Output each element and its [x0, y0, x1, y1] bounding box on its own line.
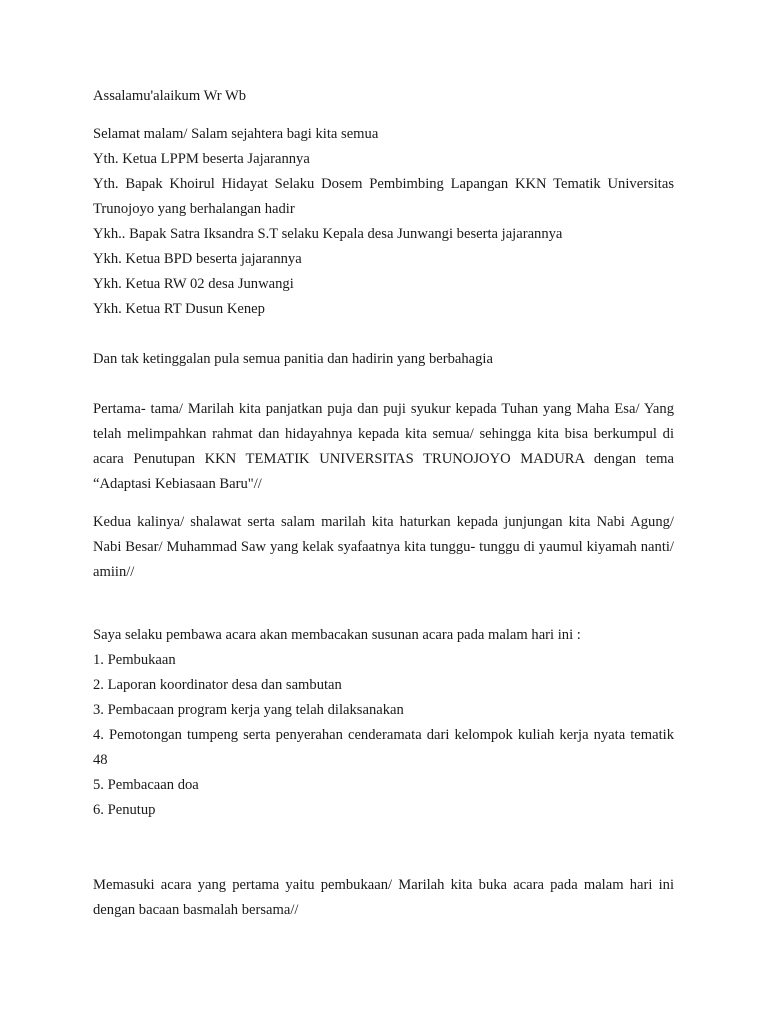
agenda-list [93, 648, 674, 823]
spacer [93, 823, 674, 873]
salutation-line: Ykh. Ketua RW 02 desa Junwangi [93, 276, 294, 292]
document-page [93, 84, 674, 923]
agenda-item: 1. Pembukaan [93, 652, 176, 668]
agenda-item: 6. Penutup [93, 802, 156, 818]
salutation-list [93, 122, 674, 322]
second-paragraph: Kedua kalinya/ shalawat serta salam marilah kita haturkan kepada junjungan kita Nabi Agung/ Nabi Besar/ Muhammad Saw yang kelak syafaatnya kita tunggu- tunggu di yaumul kiyamah nanti/ amiin// [93, 514, 674, 580]
salutation-line: Yth. Bapak Khoirul Hidayat Selaku Dosem Pembimbing Lapangan KKN Tematik Universitas Trunojoyo yang berhalangan hadir [93, 176, 674, 217]
first-paragraph: Pertama- tama/ Marilah kita panjatkan puja dan puji syukur kepada Tuhan yang Maha Esa/ Yang telah melimpahkan rahmat dan hidayahnya kepada kita semua/ sehingga kita bisa berkumpul di acara Penutupan KKN TEMATIK UNIVERSITAS TRUNOJOYO MADURA dengan tema “Adaptasi Kebiasaan Baru"// [93, 401, 674, 492]
salutation-line: Selamat malam/ Salam sejahtera bagi kita semua [93, 126, 379, 142]
agenda-item: 3. Pembacaan program kerja yang telah dilaksanakan [93, 702, 404, 718]
salutation-line: Ykh. Ketua BPD beserta jajarannya [93, 251, 302, 267]
guests-paragraph: Dan tak ketinggalan pula semua panitia dan hadirin yang berbahagia [93, 351, 493, 367]
spacer [93, 322, 674, 347]
salutation-line: Ykh.. Bapak Satra Iksandra S.T selaku Kepala desa Junwangi beserta jajarannya [93, 226, 563, 242]
spacer [93, 372, 674, 397]
salutation-line: Yth. Ketua LPPM beserta Jajarannya [93, 151, 310, 167]
agenda-intro: Saya selaku pembawa acara akan membacakan susunan acara pada malam hari ini : [93, 627, 581, 643]
opening-paragraph: Memasuki acara yang pertama yaitu pembukaan/ Marilah kita buka acara pada malam hari ini dengan bacaan basmalah bersama// [93, 877, 674, 918]
greeting-line: Assalamu'alaikum Wr Wb [93, 88, 247, 104]
spacer [93, 109, 674, 122]
salutation-line: Ykh. Ketua RT Dusun Kenep [93, 301, 265, 317]
spacer [93, 585, 674, 623]
agenda-item: 2. Laporan koordinator desa dan sambutan [93, 677, 342, 693]
spacer [93, 497, 674, 510]
agenda-item: 5. Pembacaan doa [93, 777, 199, 793]
agenda-item: 4. Pemotongan tumpeng serta penyerahan cenderamata dari kelompok kuliah kerja nyata tematik 48 [93, 727, 674, 768]
